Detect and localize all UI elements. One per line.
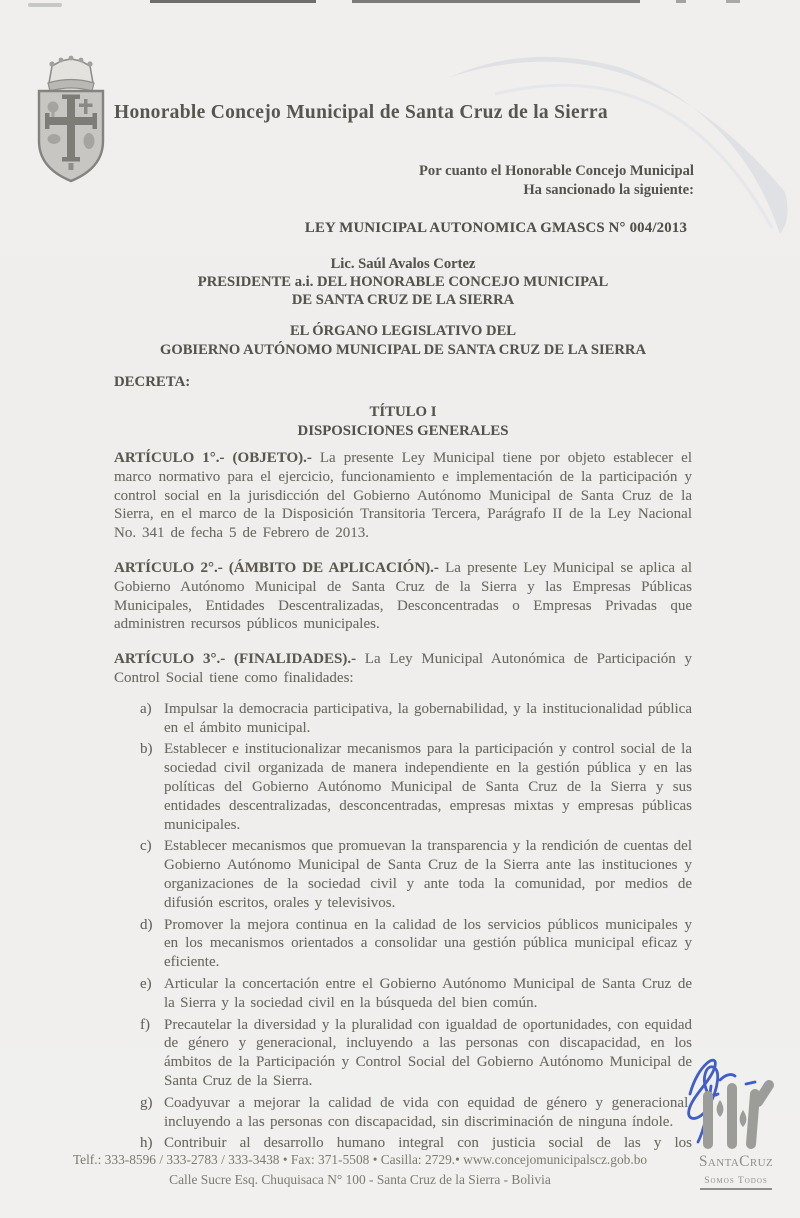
list-item <box>140 1094 692 1132</box>
article-text: La presente Ley Municipal se aplica al Gobierno Autónomo Municipal de Santa Cruz de la Sierra y las Empresas Públicas Municipales, Entidades Descentralizadas, Desconcentradas o Empresas Privadas que administren recursos públicos municipales. <box>114 560 692 633</box>
scan-artifact <box>726 0 740 3</box>
organ-line: EL ÓRGANO LEGISLATIVO DEL <box>289 323 517 340</box>
article-heading: ARTÍCULO 1°.- (OBJETO).- <box>114 450 312 467</box>
list-item-letter: f) <box>140 1016 150 1033</box>
preamble <box>419 162 694 199</box>
title-section-heading <box>114 403 692 440</box>
title-subtitle: DISPOSICIONES GENERALES <box>297 422 509 439</box>
list-item-text: Precautelar la diversidad y la pluralidad con igualdad de oportunidades, con equidad de género y generacional, incluyendo a las personas con discapacidad, en los ámbitos de la Participación y Control Social del Gobierno Autónomo Municipal de Santa Cruz de la Sierra. <box>164 1016 692 1089</box>
purposes-list <box>140 700 692 1153</box>
signatory-title: DE SANTA CRUZ DE LA SIERRA <box>291 292 515 309</box>
decree-label: DECRETA: <box>114 374 191 391</box>
list-item-letter: g) <box>140 1094 153 1111</box>
list-item-text: Articular la concertación entre el Gobierno Autónomo Municipal de Santa Cruz de la Sierra y la sociedad civil en la búsqueda del bien común. <box>164 975 692 1011</box>
list-item-text: Promover la mejora continua en la calidad de los servicios públicos municipales y en los mecanismos orientados a consolidar una gestión pública municipal eficaz y eficiente. <box>164 916 692 971</box>
logo-name: SantaCruz <box>698 1153 774 1170</box>
scan-artifact <box>150 0 316 3</box>
logo-motto: Somos Todos <box>700 1175 772 1190</box>
scan-artifact <box>352 0 640 3</box>
article-1-paragraph <box>114 449 692 543</box>
article-text: La presente Ley Municipal tiene por objeto establecer el marco normativo para el ejercicio, funcionamiento e implementación de la participación y control social en la jurisdicción del Gobierno Autónomo Municipal de Santa Cruz de la Sierra, en el marco de la Disposición Transitoria Tercera, Parágrafo II de la Ley Nacional No. 341 de fecha 5 de Febrero de 2013. <box>114 450 693 542</box>
list-item-letter: h) <box>140 1135 153 1152</box>
list-item <box>140 1016 692 1091</box>
coat-of-arms-icon <box>26 53 116 186</box>
article-heading: ARTÍCULO 3°.- (FINALIDADES).- <box>114 651 357 668</box>
list-item-letter: c) <box>140 838 152 855</box>
title-number: TÍTULO I <box>369 404 437 421</box>
list-item-letter: d) <box>140 916 153 933</box>
list-item <box>140 975 692 1013</box>
list-item-text: Contribuir al desarrollo humano integral con justicia social de las y los <box>164 1135 692 1152</box>
footer-line: Telf.: 333-8596 / 333-2783 / 333-3438 • Fax: 371-5508 • Casilla: 2729.• www.concejomunicipalscz.gob.bo <box>72 1152 648 1167</box>
list-item <box>140 700 692 738</box>
organization-title: Honorable Concejo Municipal de Santa Cruz de la Sierra <box>114 102 608 123</box>
preamble-line: Por cuanto el Honorable Concejo Municipal <box>419 163 694 179</box>
list-item <box>140 916 692 972</box>
scan-artifact <box>28 3 62 7</box>
article-text: La Ley Municipal Autonómica de Participación y Control Social tiene como finalidades: <box>114 651 692 686</box>
signatory-name: Lic. Saúl Avalos Cortez <box>330 255 476 272</box>
list-item-letter: b) <box>140 741 153 758</box>
law-title: LEY MUNICIPAL AUTONOMICA GMASCS N° 004/2013 <box>304 220 688 236</box>
legislative-organ-heading <box>114 322 692 359</box>
list-item <box>140 837 692 912</box>
list-item-text: Establecer e institucionalizar mecanismos para la participación y control social de la sociedad civil organizada de manera independiente en la gestión pública y en las políticas del Gobierno Autónomo Municipal de Santa Cruz de la Sierra y sus entidades descentralizadas, desconcentradas, empresas mixtas y empresas públicas municipales. <box>164 741 692 833</box>
list-item-text: Impulsar la democracia participativa, la gobernabilidad, y la institucionalidad pública en el ámbito municipal. <box>164 700 692 736</box>
signatory-block <box>114 255 692 310</box>
scan-artifact <box>676 0 686 3</box>
footer-line: Calle Sucre Esq. Chuquisaca N° 100 - Santa Cruz de la Sierra - Bolivia <box>169 1171 551 1187</box>
article-heading: ARTÍCULO 2°.- (ÁMBITO DE APLICACIÓN).- <box>114 560 439 576</box>
document-body <box>114 219 692 1156</box>
signatory-title: PRESIDENTE a.i. DEL HONORABLE CONCEJO MUNICIPAL <box>197 274 609 290</box>
organ-line: GOBIERNO AUTÓNOMO MUNICIPAL DE SANTA CRUZ DE LA SIERRA <box>160 341 646 358</box>
preamble-line: Ha sancionado la siguiente: <box>523 181 694 198</box>
article-3-paragraph <box>114 650 692 688</box>
raised-hands-icon <box>698 1072 774 1154</box>
list-item-text: Establecer mecanismos que promuevan la transparencia y la rendición de cuentas del Gobierno Autónomo Municipal de Santa Cruz de la Sierra ante las instituciones y organizaciones de la sociedad civil y ante toda la comunidad, por medios de difusión escritos, orales y televisivos. <box>164 838 692 911</box>
list-item-letter: e) <box>140 975 152 992</box>
list-item <box>140 740 692 834</box>
list-item-text: Coadyuvar a mejorar la calidad de vida con equidad de género y generacional, incluyendo a las personas con discapacidad, sin discriminación de ninguna índole. <box>164 1094 692 1130</box>
footer-contact-info <box>0 1150 720 1189</box>
list-item-letter: a) <box>140 700 152 717</box>
article-2-paragraph <box>114 559 692 634</box>
